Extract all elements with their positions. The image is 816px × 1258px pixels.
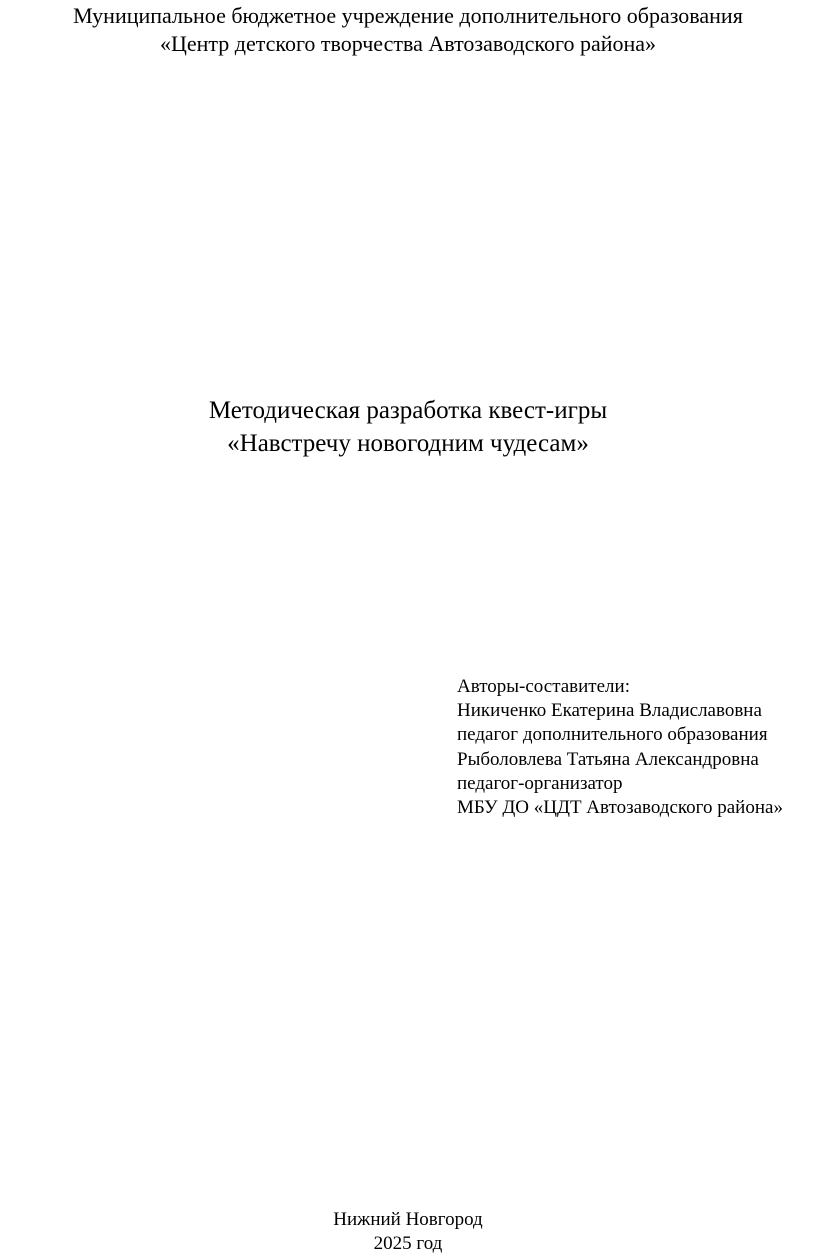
authors-label: Авторы-составители:	[457, 676, 630, 697]
institution-name-line-2: «Центр детского творчества Автозаводского района»	[159, 31, 657, 56]
authors-block	[457, 675, 816, 820]
author-1-role: педагог дополнительного образования	[457, 724, 768, 746]
institution-header	[0, 2, 816, 58]
city: Нижний Новгород	[333, 1209, 483, 1230]
year: 2025 год	[373, 1233, 443, 1254]
institution-name-line-1: Муниципальное бюджетное учреждение дополнительного образования	[73, 3, 743, 28]
document-title-line-2: «Навстречу новогодним чудесам»	[227, 430, 589, 457]
author-2-name: Рыболовлева Татьяна Александровна	[457, 748, 759, 770]
place-and-year	[0, 1208, 816, 1256]
authors-organization: МБУ ДО «ЦДТ Автозаводского района»	[457, 797, 783, 819]
author-1-name: Никиченко Екатерина Владиславовна	[457, 700, 762, 722]
document-title-line-1: Методическая разработка квест-игры	[208, 397, 608, 424]
author-2-role: педагог-организатор	[457, 772, 623, 794]
document-title	[0, 394, 816, 460]
